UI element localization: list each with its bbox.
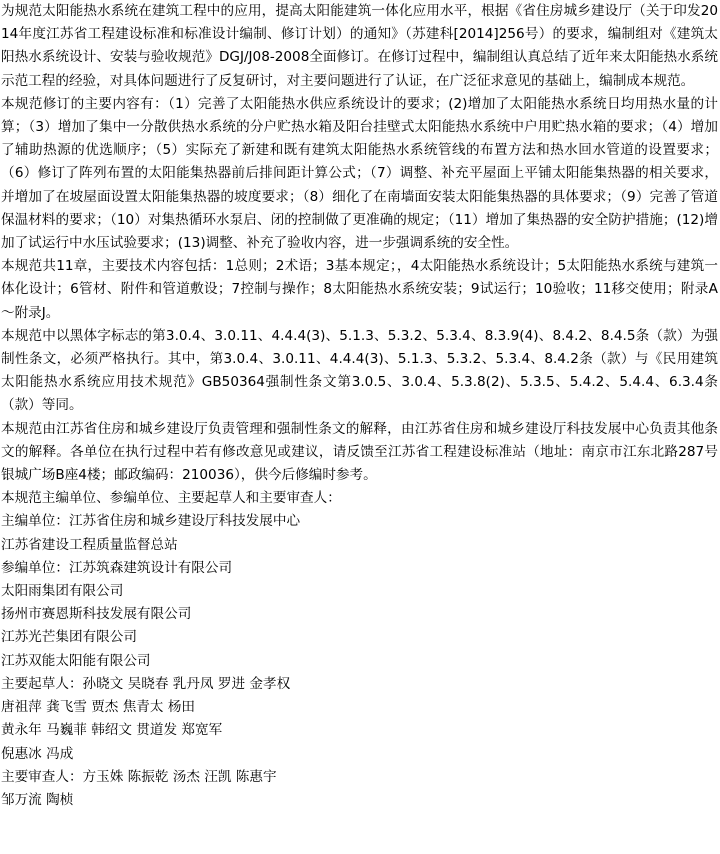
reviewers-line-2: 邹万流 陶桢 xyxy=(1,791,74,808)
participating-unit: 参编单位：江苏筑森建筑设计有限公司 xyxy=(1,559,233,576)
reviewers-line-1: 主要审查人：方玉姝 陈振乾 汤杰 汪凯 陈惠宇 xyxy=(1,768,277,785)
drafters-line-1: 主要起草人：孙晓文 吴晓春 乳丹凤 罗进 金孝权 xyxy=(1,675,291,692)
participating-unit-3: 扬州市赛恩斯科技发展有限公司 xyxy=(1,606,192,623)
revision-content-paragraph: 本规范修订的主要内容有：（1）完善了太阳能热水供应系统设计的要求；(2)增加了太阳能热水系统日均用热水量的计算；（3）增加了集中一分散供热水系统的分户贮热水箱及阳台挂壁式太阳能热水系统中户用贮热水箱的要求；（4）增加了辅助热源的优选顺序；（5）实际充了新建和既有建筑太阳能热水系统管线的布置方法和热水回水管道的设置要求；（6）修订了阵列布置的太阳能集热器前后排间距计算公式；（7）调整、补充平屋面上平铺太阳能集热器的相关要求，并增加了在坡屋面设置太阳能集热器的坡度要求；（8）细化了在南墙面安装太阳能集热器的具体要求；（9）完善了管道保温材料的要求；（10）对集热循环水泵启、闭的控制做了更准确的规定；（11）增加了集热器的安全防护措施；(12)增加了试运行中水压试验要求；(13)调整、补充了验收内容，进一步强调系统的安全性。 xyxy=(1,95,718,252)
participating-unit-4: 江苏光芒集团有限公司 xyxy=(1,629,137,646)
drafters-line-2: 唐祖萍 龚飞雪 贾杰 焦青太 杨田 xyxy=(1,699,196,716)
chief-editor-unit: 主编单位：江苏省住房和城乡建设厅科技发展中心 xyxy=(1,513,301,530)
chapters-paragraph: 本规范共11章，主要技术内容包括：1总则；2术语；3基本规定；，4太阳能热水系统设计；5太阳能热水系统与建筑一体化设计；6管材、附件和管道敷设；7控制与操作；8太阳能热水系统安装；9试运行；10验收；11移交使用；附录A～附录J。 xyxy=(1,258,718,321)
drafters-line-3: 黄永年 马巍菲 韩绍文 贯道发 郑宽军 xyxy=(1,722,223,739)
intro-paragraph: 为规范太阳能热水系统在建筑工程中的应用，提高太阳能建筑一体化应用水平，根据《省住房城乡建设厅（关于印发2014年度江苏省工程建设标准和标准设计编制、修订计划）的通知》（苏建科[2014]256号）的要求，编制组对《建筑太阳热水系统设计、安装与验收规范》DGJ/J08-2008全面修订。在修订过程中，编制组认真总结了近年来太阳能热水系统示范工程的经验，对具体问题进行了反复研讨，对主要问题进行了认证，在广泛征求意见的基础上，编制成本规范。 xyxy=(1,3,718,89)
participating-unit-5: 江苏双能太阳能有限公司 xyxy=(1,652,151,669)
drafters-line-4: 倪惠冰 冯成 xyxy=(1,745,74,762)
mandatory-clauses-paragraph: 本规范中以黑体字标志的第3.0.4、3.0.11、4.4.4(3)、5.1.3、5.3.2、5.3.4、8.3.9(4)、8.4.2、8.4.5条（款）为强制性条文，必须严格执行。其中，第3.0.4、3.0.11、4.4.4(3)、5.1.3、5.3.2、5.3.4、8.4.2条（款）与《民用建筑太阳能热水系统应用技术规范》GB50364强制性条文第3.0.5、3.0.4、5.3.8(2)、5.3.5、5.4.2、5.4.4、6.3.4条（款）等同。 xyxy=(1,327,718,414)
units-heading: 本规范主编单位、参编单位、主要起草人和主要审查人： xyxy=(1,490,341,507)
chief-editor-unit-2: 江苏省建设工程质量监督总站 xyxy=(1,536,178,553)
participating-unit-2: 太阳雨集团有限公司 xyxy=(1,583,124,600)
management-paragraph: 本规范由江苏省住房和城乡建设厅负责管理和强制性条文的解释，由江苏省住房和城乡建设厅科技发展中心负责其他条文的解释。各单位在执行过程中若有修改意见或建议，请反馈至江苏省工程建设标准站（地址：南京市江东北路287号银城广场B座4楼；邮政编码：210036），供今后修编时参考。 xyxy=(1,420,718,484)
